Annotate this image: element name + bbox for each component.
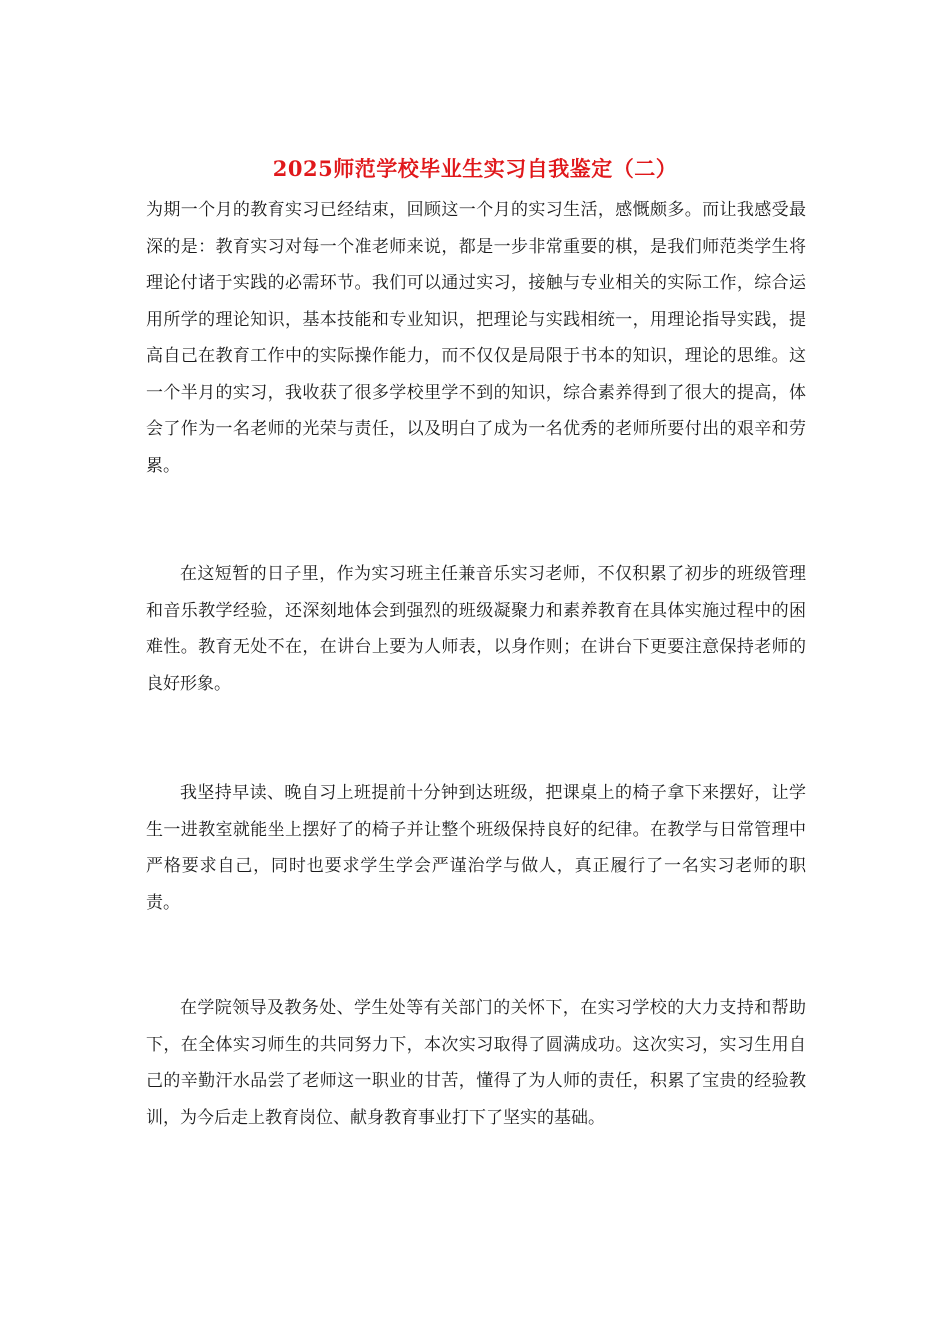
- document-title: 2025师范学校毕业生实习自我鉴定（二）: [272, 156, 678, 181]
- paragraph-1: 为期一个月的教育实习已经结束，回顾这一个月的实习生活，感慨颇多。而让我感受最深的是：教育实习对每一个准老师来说，都是一步非常重要的棋，是我们师范类学生将理论付诸于实践的必需环节。我们可以通过实习，接触与专业相关的实际工作，综合运用所学的理论知识，基本技能和专业知识，把理论与实践相统一，用理论指导实践，提高自己在教育工作中的实际操作能力，而不仅仅是局限于书本的知识，理论的思维。这一个半月的实习，我收获了很多学校里学不到的知识，综合素养得到了很大的提高，体会了作为一名老师的光荣与责任，以及明白了成为一名优秀的老师所要付出的艰辛和劳累。: [146, 200, 806, 476]
- paragraph-2: 在这短暂的日子里，作为实习班主任兼音乐实习老师，不仅积累了初步的班级管理和音乐教学经验，还深刻地体会到强烈的班级凝聚力和素养教育在具体实施过程中的困难性。教育无处不在，在讲台上要为人师表，以身作则；在讲台下更要注意保持老师的良好形象。: [146, 564, 806, 694]
- paragraph-3: 我坚持早读、晚自习上班提前十分钟到达班级，把课桌上的椅子拿下来摆好，让学生一进教室就能坐上摆好了的椅子并让整个班级保持良好的纪律。在教学与日常管理中严格要求自己，同时也要求学生学会严谨治学与做人，真正履行了一名实习老师的职责。: [146, 783, 806, 913]
- paragraph-4: 在学院领导及教务处、学生处等有关部门的关怀下，在实习学校的大力支持和帮助下，在全体实习师生的共同努力下，本次实习取得了圆满成功。这次实习，实习生用自己的辛勤汗水品尝了老师这一职业的甘苦，懂得了为人师的责任，积累了宝贵的经验教训，为今后走上教育岗位、献身教育事业打下了坚实的基础。: [146, 998, 806, 1128]
